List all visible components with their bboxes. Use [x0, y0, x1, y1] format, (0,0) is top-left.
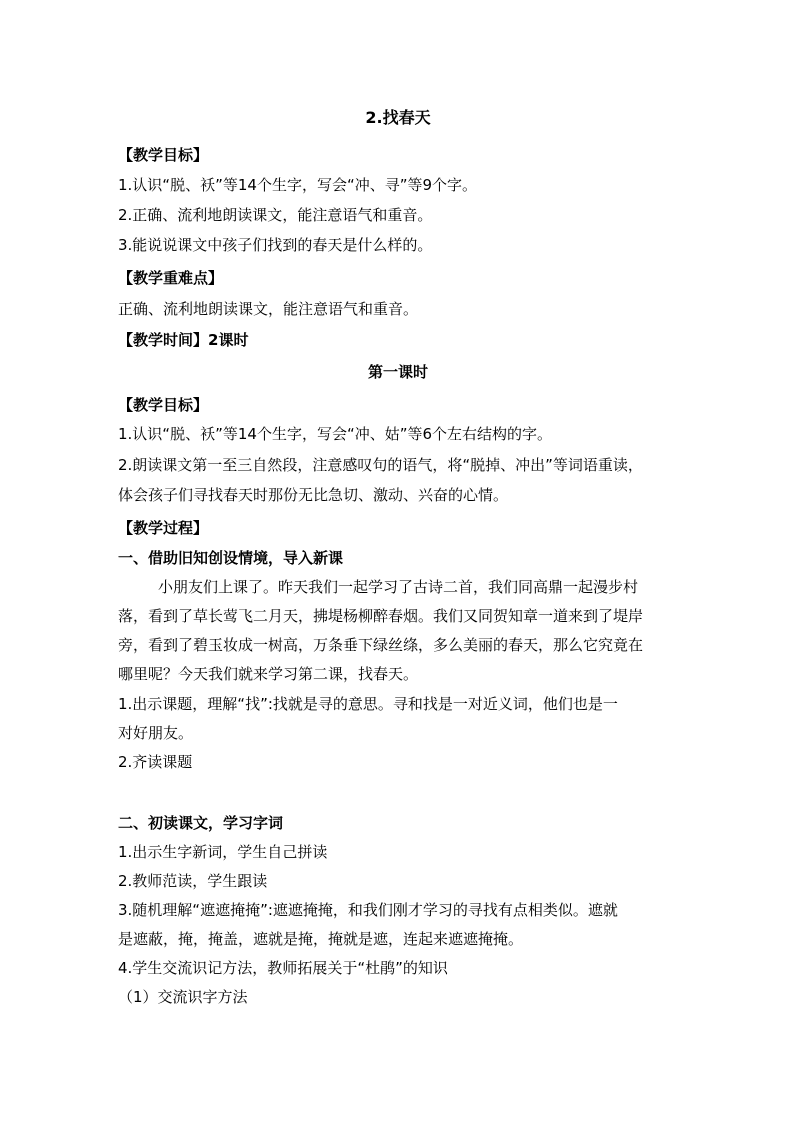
lesson-goal-item: 1.认识“脱、袄”等14个生字，写会“冲、姑”等6个左右结构的字。 — [118, 425, 553, 443]
list-item: （1）交流识字方法 — [118, 988, 248, 1006]
list-item: 对好朋友。 — [118, 724, 194, 742]
lesson-goals-heading: 【教学目标】 — [118, 396, 209, 414]
section-heading: 一、借助旧知创设情境，导入新课 — [118, 549, 344, 567]
list-item: 2.齐读课题 — [118, 753, 193, 771]
paragraph-line: 小朋友们上课了。昨天我们一起学习了古诗二首，我们同高鼎一起漫步村 — [158, 578, 639, 596]
teaching-time-heading: 【教学时间】2课时 — [118, 331, 249, 349]
goal-item: 3.能说说课文中孩子们找到的春天是什么样的。 — [118, 236, 433, 254]
list-item: 1.出示课题，理解“找”:找就是寻的意思。寻和找是一对近义词，他们也是一 — [118, 695, 618, 713]
key-points-text: 正确、流利地朗读课文，能注意语气和重音。 — [118, 300, 419, 318]
section-heading: 二、初读课文，学习字词 — [118, 814, 284, 832]
paragraph-line: 旁，看到了碧玉妆成一树高，万条垂下绿丝绦，多么美丽的春天，那么它究竟在 — [118, 636, 644, 654]
goal-item: 2.正确、流利地朗读课文，能注意语气和重音。 — [118, 206, 433, 224]
list-item: 是遮蔽，掩，掩盖，遮就是掩，掩就是遮，连起来遮遮掩掩。 — [118, 930, 524, 948]
key-points-heading: 【教学重难点】 — [118, 269, 224, 287]
paragraph-line: 落，看到了草长莺飞二月天，拂堤杨柳醉春烟。我们又同贺知章一道来到了堤岸 — [118, 607, 644, 625]
goals-heading: 【教学目标】 — [118, 146, 209, 164]
goal-item: 1.认识“脱、袄”等14个生字，写会“冲、寻”等9个字。 — [118, 176, 478, 194]
list-item: 3.随机理解“遮遮掩掩”:遮遮掩掩，和我们刚才学习的寻找有点相类似。遮就 — [118, 901, 618, 919]
document-title: 2.找春天 — [365, 108, 431, 127]
lesson-title: 第一课时 — [367, 363, 428, 381]
lesson-goal-item: 体会孩子们寻找春天时那份无比急切、激动、兴奋的心情。 — [118, 486, 509, 504]
list-item: 2.教师范读，学生跟读 — [118, 872, 268, 890]
list-item: 4.学生交流识记方法，教师拓展关于“杜鹃”的知识 — [118, 959, 448, 977]
lesson-goal-item: 2.朗读课文第一至三自然段，注意感叹句的语气，将“脱掉、冲出”等词语重读， — [118, 456, 643, 474]
paragraph-line: 哪里呢？今天我们就来学习第二课，找春天。 — [118, 665, 419, 683]
process-heading: 【教学过程】 — [118, 519, 209, 537]
list-item: 1.出示生字新词，学生自己拼读 — [118, 843, 328, 861]
